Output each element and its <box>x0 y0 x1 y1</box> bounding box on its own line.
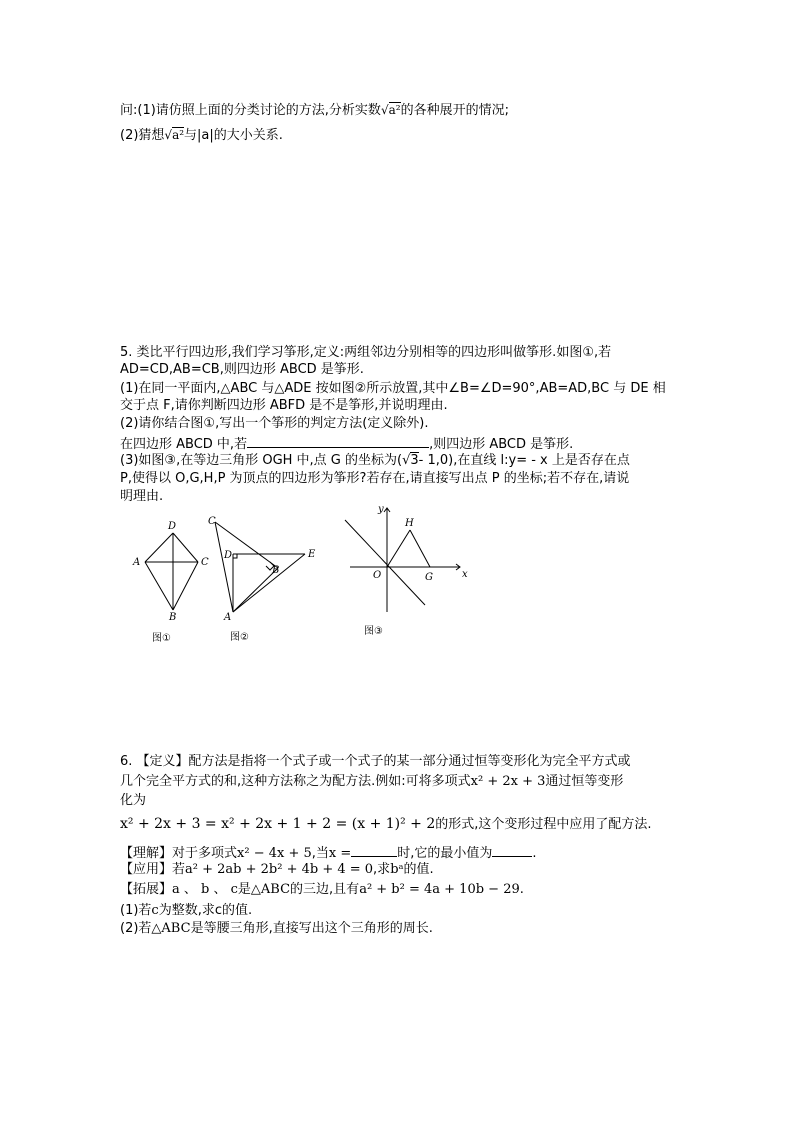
q6-line-5-post: . <box>532 846 537 861</box>
q6-line-3: 化为 <box>120 793 147 808</box>
math-condition: a² + b² = 4a + 10b − 29 <box>359 882 520 897</box>
math-c: c <box>151 903 159 918</box>
sqrt-a-squared-2: √a² <box>164 128 185 142</box>
q6-line-7-mid2: 的三边,且有 <box>290 882 360 897</box>
q6-line-8-pre: (1)若 <box>120 903 152 918</box>
answer-blank-x <box>351 842 397 857</box>
math-equation: a² + 2ab + 2b² + 4b + 4 = 0 <box>185 862 374 877</box>
q6-line-9-post: 是等腰三角形,直接写出这个三角形的周长. <box>190 921 433 936</box>
figure-3-coordinate <box>340 500 475 640</box>
q6-line-7-pre: 【拓展】 <box>120 882 173 897</box>
q5-line-6 <box>120 433 573 454</box>
q5-line-6-post: ,则四边形 ABCD 是筝形. <box>429 437 574 452</box>
label-E: E <box>308 549 316 560</box>
label-O: O <box>373 570 382 581</box>
math-x-equals: x = <box>328 846 352 861</box>
q6-line-6-mid: ,求 <box>373 862 391 877</box>
q5-line-2: AD=CD,AB=CB,则四边形 ABCD 是筝形. <box>120 362 364 377</box>
q5-line-7-pre: (3)如图③,在等边三角形 OGH 中,点 G 的坐标为( <box>120 453 403 468</box>
q4-line-2 <box>120 126 283 145</box>
label-x: x <box>462 569 468 580</box>
label-H: H <box>405 518 414 529</box>
label-D: D <box>224 550 233 561</box>
q5-line-8: P,使得以 O,G,H,P 为顶点的四边形为筝形?若存在,请直接写出点 P 的坐标;若不存在,请说 <box>120 471 630 486</box>
label-G: G <box>425 572 433 583</box>
answer-blank-min <box>492 842 532 857</box>
q6-line-2-post: 通过恒等变形 <box>545 774 624 789</box>
label-A: A <box>224 612 232 623</box>
q6-line-7 <box>120 881 524 899</box>
figure-2-triangles <box>200 510 325 645</box>
q6-line-5-mid2: 时,它的最小值为 <box>397 846 493 861</box>
q5-line-1: 5. 类比平行四边形,我们学习筝形,定义:两组邻边分别相等的四边形叫做筝形.如图①,若 <box>120 345 612 360</box>
math-expression: x² − 4x + 5 <box>237 846 312 861</box>
answer-blank <box>247 433 429 448</box>
label-y: y <box>378 504 384 515</box>
label-D: D <box>168 521 177 532</box>
q6-line-1: 6. 【定义】配方法是指将一个式子或一个式子的某一部分通过恒等变形化为完全平方式或 <box>120 754 631 769</box>
figure-3-caption: 图③ <box>364 626 383 637</box>
q6-line-6-post: 的值. <box>403 862 434 877</box>
q6-line-7-mid: 是△ <box>237 882 261 897</box>
math-power: bᵃ <box>390 862 404 877</box>
q6-line-6 <box>120 861 434 879</box>
q6-line-8-post: 为整数,求c的值. <box>158 903 253 918</box>
label-C: C <box>201 557 209 568</box>
q5-line-9: 明理由. <box>120 489 164 504</box>
q4-line-1 <box>120 101 509 120</box>
figure-1-caption: 图① <box>152 633 171 644</box>
q4-line-1-pre: 问:(1)请仿照上面的分类讨论的方法,分析实数 <box>120 103 381 118</box>
q5-line-4: 交于点 F,请你判断四边形 ABFD 是不是筝形,并说明理由. <box>120 398 448 413</box>
q6-line-8 <box>120 902 252 920</box>
q6-line-4-post: 的形式,这个变形过程中应用了配方法. <box>435 817 652 832</box>
q6-line-2 <box>120 773 623 791</box>
q4-line-2-pre: (2)猜想 <box>120 128 165 143</box>
q6-line-6-pre: 【应用】若 <box>120 862 186 877</box>
math-triangle-2: ABC <box>161 921 191 936</box>
q4-line-2-post: 与|a|的大小关系. <box>184 128 283 143</box>
q5-line-5: (2)请你结合图①,写出一个筝形的判定方法(定义除外). <box>120 416 429 431</box>
q6-line-9-pre: (2)若△ <box>120 921 162 936</box>
q6-line-5-mid: ,当 <box>311 846 329 861</box>
q6-line-7-post: . <box>519 882 524 897</box>
sqrt-a-squared-1: √a² <box>380 103 401 117</box>
q5-line-3: (1)在同一平面内,△ABC 与△ADE 按如图②所示放置,其中∠B=∠D=90°,AB=AD,BC 与 DE 相 <box>120 381 666 396</box>
q6-line-2-pre: 几个完全平方式的和,这种方法称之为配方法.例如:可将多项式 <box>120 774 471 789</box>
q4-line-1-post: 的各种展开的情况; <box>400 103 509 118</box>
math-completing-square: x² + 2x + 3 = x² + 2x + 1 + 2 = (x + 1)² + 2 <box>120 816 436 832</box>
label-C: C <box>208 516 216 527</box>
q6-line-5-pre: 【理解】对于多项式 <box>120 846 238 861</box>
math-triangle: ABC <box>260 882 291 897</box>
figure-2-caption: 图② <box>230 632 249 643</box>
q6-line-5 <box>120 842 537 863</box>
q5-line-7 <box>120 452 630 470</box>
q6-line-4 <box>120 815 652 834</box>
label-A: A <box>133 557 141 568</box>
sqrt-3: √3 <box>402 453 419 468</box>
label-B: B <box>272 565 280 576</box>
q6-line-9 <box>120 920 433 938</box>
q5-line-6-pre: 在四边形 ABCD 中,若 <box>120 437 248 452</box>
q5-line-7-post: - 1,0),在直线 l:y= - x 上是否存在点 <box>418 453 630 468</box>
label-B: B <box>169 612 177 623</box>
math-sides: a 、 b 、 c <box>172 882 238 897</box>
math-polynomial: x² + 2x + 3 <box>470 774 546 789</box>
